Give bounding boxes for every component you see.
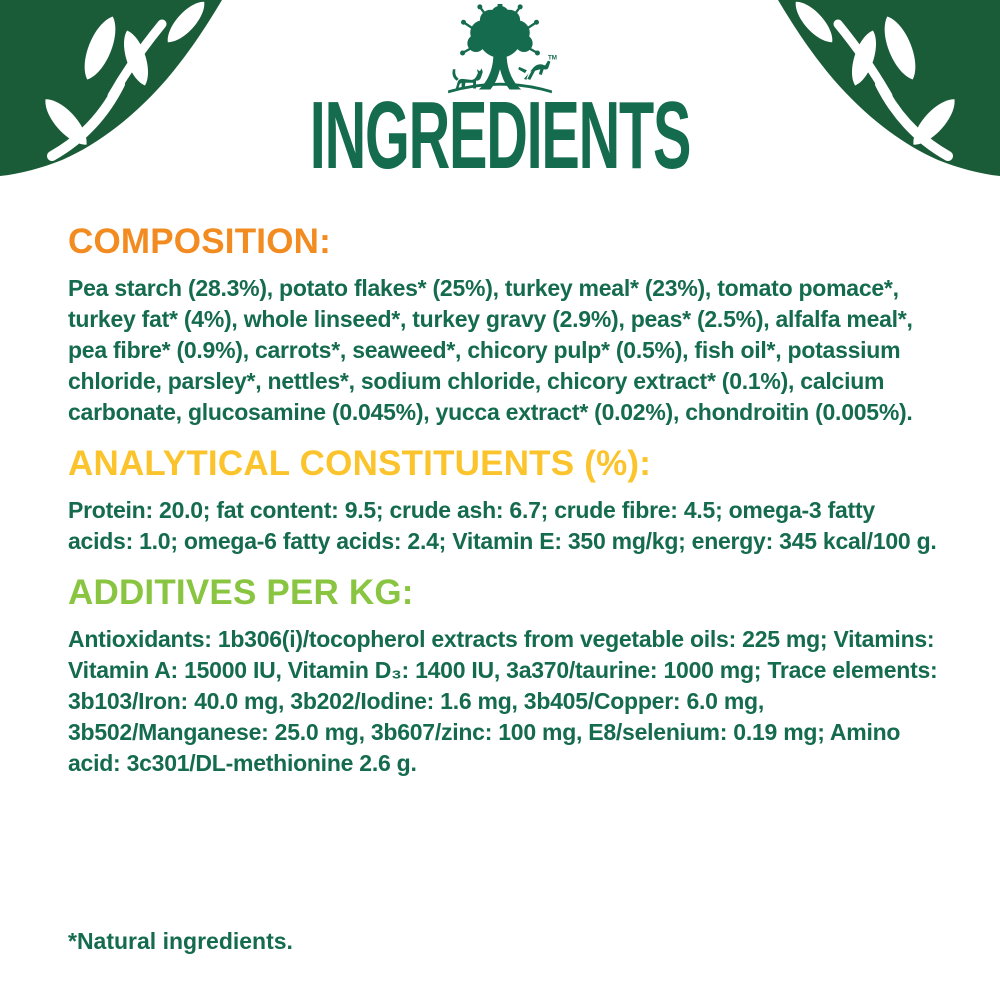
dog-icon	[518, 61, 550, 80]
analytical-constituents-body: Protein: 20.0; fat content: 9.5; crude ash: 6.7; crude fibre: 4.5; omega-3 fatty acids: 1.0; omega-6 fatty acids: 2.4; Vitamin E: 350 mg/kg; energy: 345 kcal/100 g.	[68, 497, 937, 554]
analytical-constituents-heading: ANALYTICAL CONSTITUENTS (%):	[68, 444, 652, 483]
label-content	[68, 224, 944, 779]
natural-ingredients-footnote: *Natural ingredients.	[68, 928, 293, 954]
leaf-decoration-top-left	[0, 0, 230, 180]
additives-body: Antioxidants: 1b306(i)/tocopherol extracts from vegetable oils: 225 mg; Vitamins: Vitamin A: 15000 IU, Vitamin D₃: 1400 IU, 3a370/taurine: 1000 mg; Trace elements: 3b103/Iron: 40.0 mg, 3b202/Iodine: 1.6 mg, 3b405/Copper: 6.0 mg, 3b502/Manganese: 25.0 mg, 3b607/zinc: 100 mg, E8/selenium: 0.19 mg; Amino acid: 3c301/DL-methionine 2.6 g.	[68, 626, 938, 776]
additives-heading: ADDITIVES PER KG:	[68, 573, 414, 612]
trademark-symbol: TM	[548, 54, 558, 62]
leaf-decoration-top-right	[770, 0, 1000, 180]
page-title: INGREDIENTS	[309, 82, 691, 189]
composition-body: Pea starch (28.3%), potato flakes* (25%), turkey meal* (23%), tomato pomace*, turkey fat* (4%), whole linseed*, turkey gravy (2.9%), peas* (2.5%), alfalfa meal*, pea fibre* (0.9%), carrots*, seaweed*, chicory pulp* (0.5%), fish oil*, potassium chloride, parsley*, nettles*, sodium chloride, chicory extract* (0.1%), calcium carbonate, glucosamine (0.045%), yucca extract* (0.02%), chondroitin (0.005%).	[68, 275, 913, 425]
composition-heading: COMPOSITION:	[68, 222, 331, 261]
